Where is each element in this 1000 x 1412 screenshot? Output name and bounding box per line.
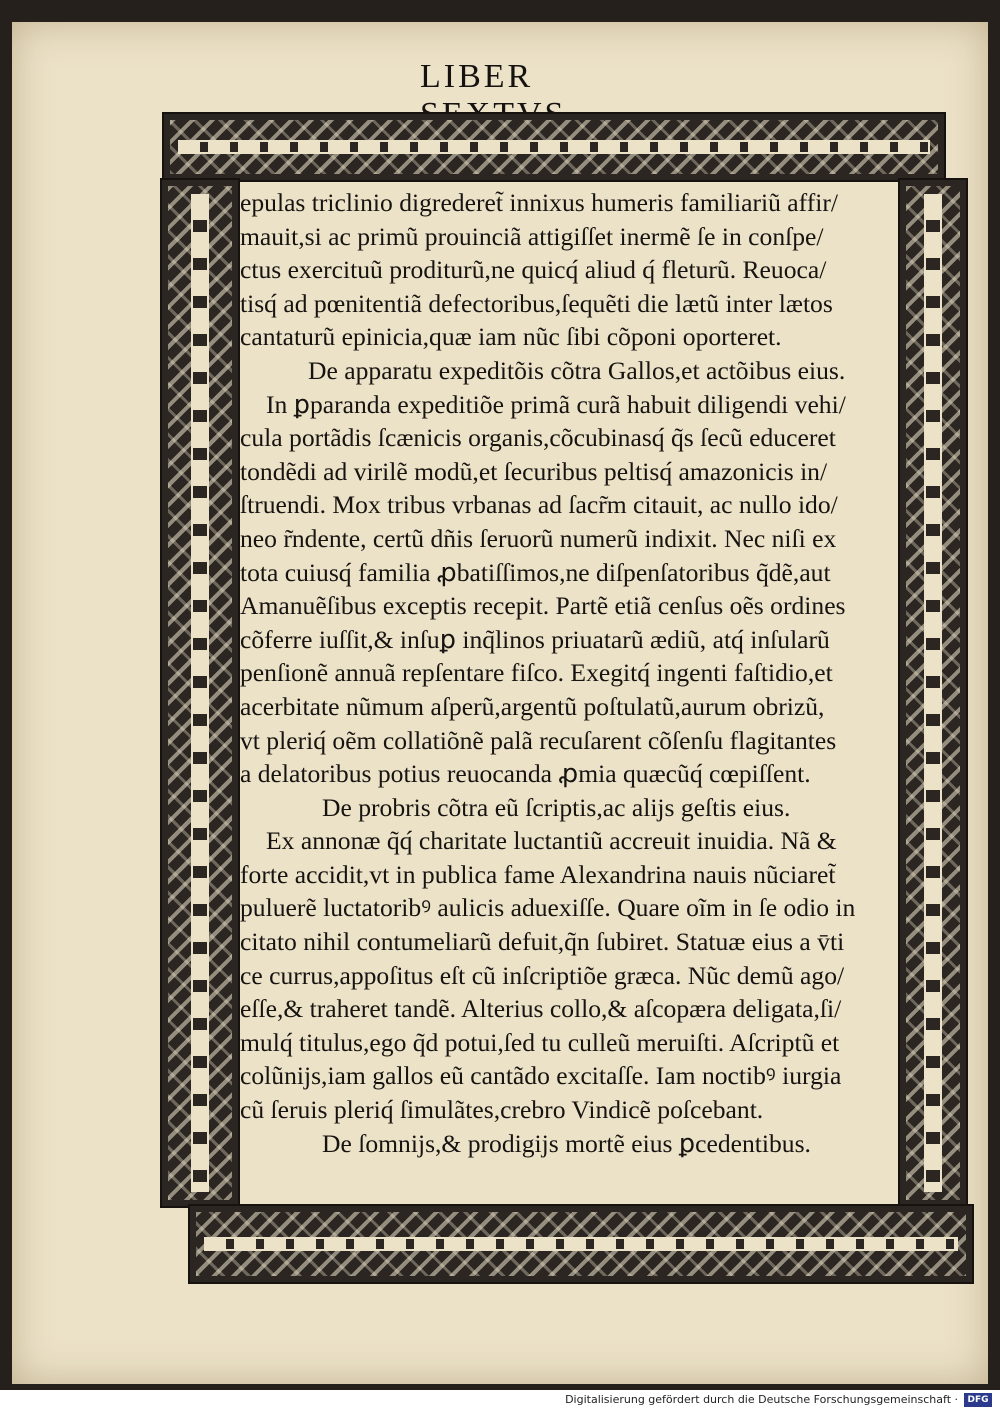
text-line: ce currus,appoſitus eſt cũ inſcriptiõe græca. Nũc demũ ago/ (240, 960, 845, 990)
text-line: puluerẽ luctatoribꝰ aulicis aduexiſſe. Quare oĩm in ſe odio in (240, 893, 856, 923)
text-line: tisq́ ad pœnitentiã defectoribus,ſequẽti die lætũ inter lætos (240, 288, 833, 318)
text-line: tota cuiusq́ familia ꝓbatiſſimos,ne diſpenſatoribus q̃dẽ,aut (240, 557, 831, 587)
text-line: mulq́ titulus,ego q̃d potui,ſed tu culleũ meruiſti. Aſcriptũ et (240, 1027, 840, 1057)
section-heading: De probris cõtra eũ ſcriptis,ac aliјs geſtis eius. (322, 792, 791, 822)
footer-credit: Digitalisierung gefördert durch die Deutsche Forschungsgemeinschaft · (565, 1393, 958, 1406)
text-line: cõferre iuſſit,& inſuꝑ inq̃linos priuatarũ ædiũ, atq́ inſularũ (240, 624, 830, 654)
woodcut-left-pillar (160, 178, 240, 1208)
text-line: cantaturũ epinicia,quæ iam nũc ſibi cõponi oporteret. (240, 322, 782, 352)
text-line: Ex annonæ q̃q́ charitate luctantiũ accreuit inuidia. Nã & (266, 826, 837, 856)
text-line: penſionẽ annuã repſentare fiſco. Exegitq́ ingenti faſtidio,et (240, 658, 833, 688)
section-heading: De ſomnijs,& prodigijs mortẽ eius ꝑcedentibus. (322, 1128, 811, 1158)
text-line: ſtruendi. Mox tribus vrbanas ad ſacr̃m citauit, ac nullo ido/ (240, 490, 838, 520)
running-head-left: LIBER (420, 58, 534, 95)
text-line: ctus exercituũ proditurũ,ne quicq́ aliud q́ fleturũ. Reuoca/ (240, 255, 827, 285)
text-line: Amanuẽſibus exceptis recepit. Partẽ etiã cenſus oẽs ordines (240, 591, 846, 621)
text-line: forte accidit,vt in publica fame Alexandrina nauis nũciaret̃ (240, 859, 836, 889)
text-line: cula portãdis ſcænicis organis,cõcubinasq́ q̃s ſecũ educeret (240, 423, 836, 453)
text-line: mauit,si ac primũ prouinciã attigiſſet inermẽ ſe in conſpe/ (240, 221, 824, 251)
text-line: citato nihil contumeliarũ defuit,q̃n ſubiret. Statuæ eius a v̄ti (240, 927, 845, 957)
text-line: vt pleriq́ oẽm collatiõnẽ palã recuſarent cõſenſu flagitantes (240, 725, 837, 755)
text-line: eſſe,& traheret tandẽ. Alterius collo,& aſcopæra deligata,ſi/ (240, 994, 842, 1024)
text-line: acerbitate nũmum aſperũ,argentũ poſtulatũ,aurum obrizũ, (240, 691, 825, 721)
text-line: cũ ſeruis pleriq́ ſimulãtes,crebro Vindicẽ poſcebant. (240, 1095, 764, 1125)
text-line: In ꝑparanda expeditiõe primã curã habuit diligendi vehi/ (266, 389, 846, 419)
woodcut-bottom-border (188, 1204, 974, 1284)
text-line: neo r̃ndente, certũ dñis ſeruorũ numerũ indixit. Nec niſi ex (240, 523, 837, 553)
footer-bar (0, 1390, 1000, 1412)
text-line: tondẽdi ad virilẽ modũ,et ſecuribus peltisq́ amazonicis in/ (240, 456, 828, 486)
text-line: colũnijs,iam gallos eũ cantãdo excitaſſe. Iam noctibꝰ iurgia (240, 1061, 842, 1091)
section-heading: De apparatu expeditõis cõtra Gallos,et actõibus eius. (308, 355, 846, 385)
dfg-logo-icon[interactable]: DFG (964, 1393, 992, 1407)
text-line: a delatoribus potius reuocanda ꝓmia quæcũq́ cœpiſſent. (240, 759, 811, 789)
text-line: epulas triclinio digrederet̃ innixus humeris familiariũ affir/ (240, 188, 838, 217)
woodcut-top-border (162, 112, 946, 182)
text-block (240, 186, 910, 1196)
